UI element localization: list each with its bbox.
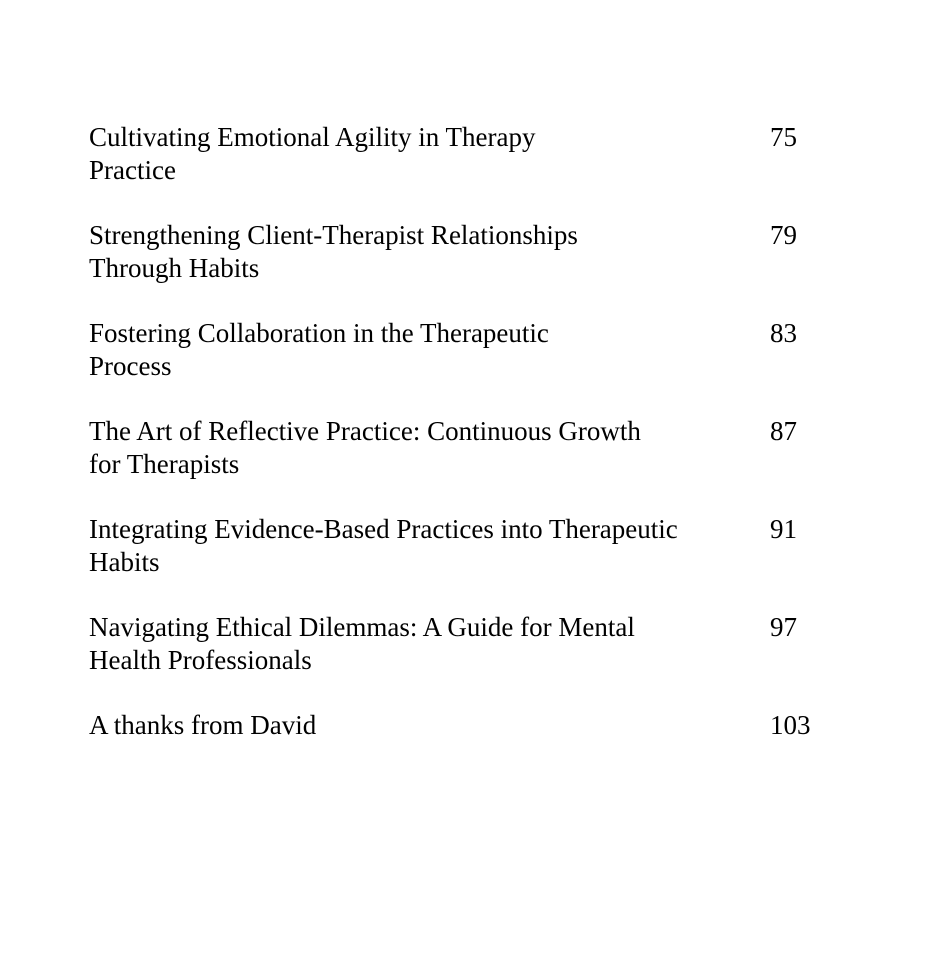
toc-entry-title: Navigating Ethical Dilemmas: A Guide for Mental Health Professionals: [89, 612, 635, 675]
toc-entry-title: Cultivating Emotional Agility in Therapy Practice: [89, 122, 536, 185]
toc-entry-page: 75: [770, 122, 797, 152]
toc-entry-title: Fostering Collaboration in the Therapeutic Process: [89, 318, 549, 381]
toc-entry-page: 103: [770, 710, 811, 740]
toc-entry-title: A thanks from David: [89, 710, 317, 740]
toc-entry-page: 83: [770, 318, 797, 348]
toc-entry[interactable]: [89, 709, 849, 749]
toc-entry[interactable]: [89, 611, 849, 709]
table-of-contents: [89, 121, 849, 749]
toc-entry-title: The Art of Reflective Practice: Continuous Growth for Therapists: [89, 416, 641, 479]
toc-entry[interactable]: [89, 513, 849, 611]
toc-entry[interactable]: [89, 219, 849, 317]
toc-entry-page: 97: [770, 612, 797, 642]
toc-entry[interactable]: [89, 415, 849, 513]
toc-entry-page: 87: [770, 416, 797, 446]
toc-entry-title: Strengthening Client-Therapist Relationships Through Habits: [89, 220, 578, 283]
toc-entry-page: 79: [770, 220, 797, 250]
toc-entry[interactable]: [89, 317, 849, 415]
toc-entry-page: 91: [770, 514, 797, 544]
toc-entry[interactable]: [89, 121, 849, 219]
toc-entry-title: Integrating Evidence-Based Practices into Therapeutic Habits: [89, 514, 678, 577]
